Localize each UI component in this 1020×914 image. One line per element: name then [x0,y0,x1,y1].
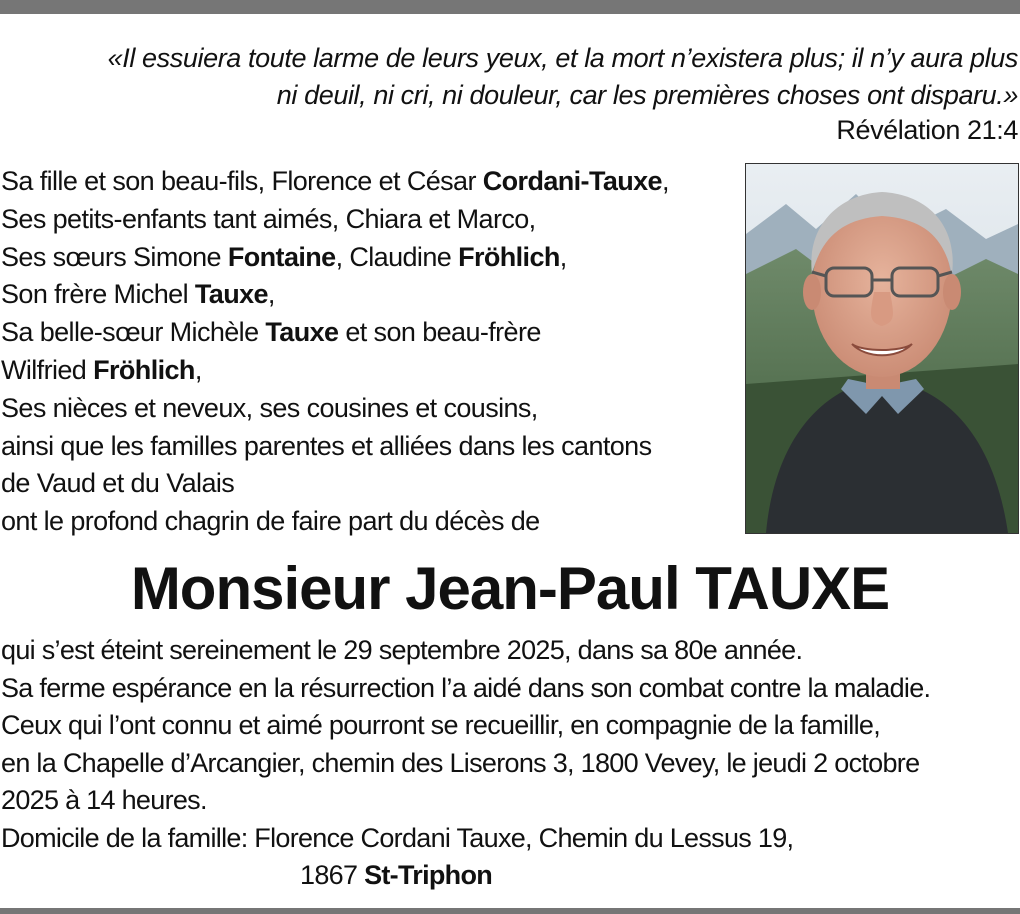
family-address: Domicile de la famille: Florence Cordani Tauxe, Chemin du Lessus 19, [1,822,794,853]
body-line: 2025 à 14 heures. [1,785,207,815]
body-line: en la Chapelle d’Arcangier, chemin des Liserons 3, 1800 Vevey, le jeudi 2 octobre [1,747,920,778]
announcement-body [1,632,1019,895]
deceased-name: Monsieur Jean-Paul TAUXE [130,555,890,622]
family-line: Wilfried Fröhlich, [1,354,202,385]
family-line: ainsi que les familles parentes et alliées dans les cantons [1,430,652,461]
family-line: Sa belle-sœur Michèle Tauxe et son beau-frère [1,317,541,348]
quote-line-2: ni deuil, ni cri, ni douleur, car les premières choses ont disparu.» [276,80,1018,110]
quote-reference: Révélation 21:4 [836,115,1018,145]
family-line: Ses nièces et neveux, ses cousines et cousins, [1,392,538,423]
body-line: Sa ferme espérance en la résurrection l’a aidé dans son combat contre la maladie. [1,672,931,703]
family-line: Sa fille et son beau-fils, Florence et César Cordani-Tauxe, [1,166,669,196]
bottom-rule [0,908,1020,914]
family-address-locality: 1867 St-Triphon [300,860,493,890]
top-rule [0,0,1020,14]
family-line: ont le profond chagrin de faire part du décès de [1,506,540,537]
portrait-illustration [746,164,1018,533]
family-list [1,163,736,541]
portrait-photo [745,163,1019,534]
family-line: Son frère Michel Tauxe, [1,279,275,310]
body-line: qui s’est éteint sereinement le 29 septembre 2025, dans sa 80e année. [1,635,803,665]
family-line: Ses sœurs Simone Fontaine, Claudine Fröhlich, [1,241,567,272]
family-line: de Vaud et du Valais [1,468,235,499]
body-line: Ceux qui l’ont connu et aimé pourront se recueillir, en compagnie de la famille, [1,710,881,740]
family-line: Ses petits-enfants tant aimés, Chiara et Marco, [1,203,536,234]
bible-quote [8,40,1018,114]
quote-line-1: «Il essuiera toute larme de leurs yeux, et la mort n’existera plus; il n’y aura plus [107,43,1018,73]
